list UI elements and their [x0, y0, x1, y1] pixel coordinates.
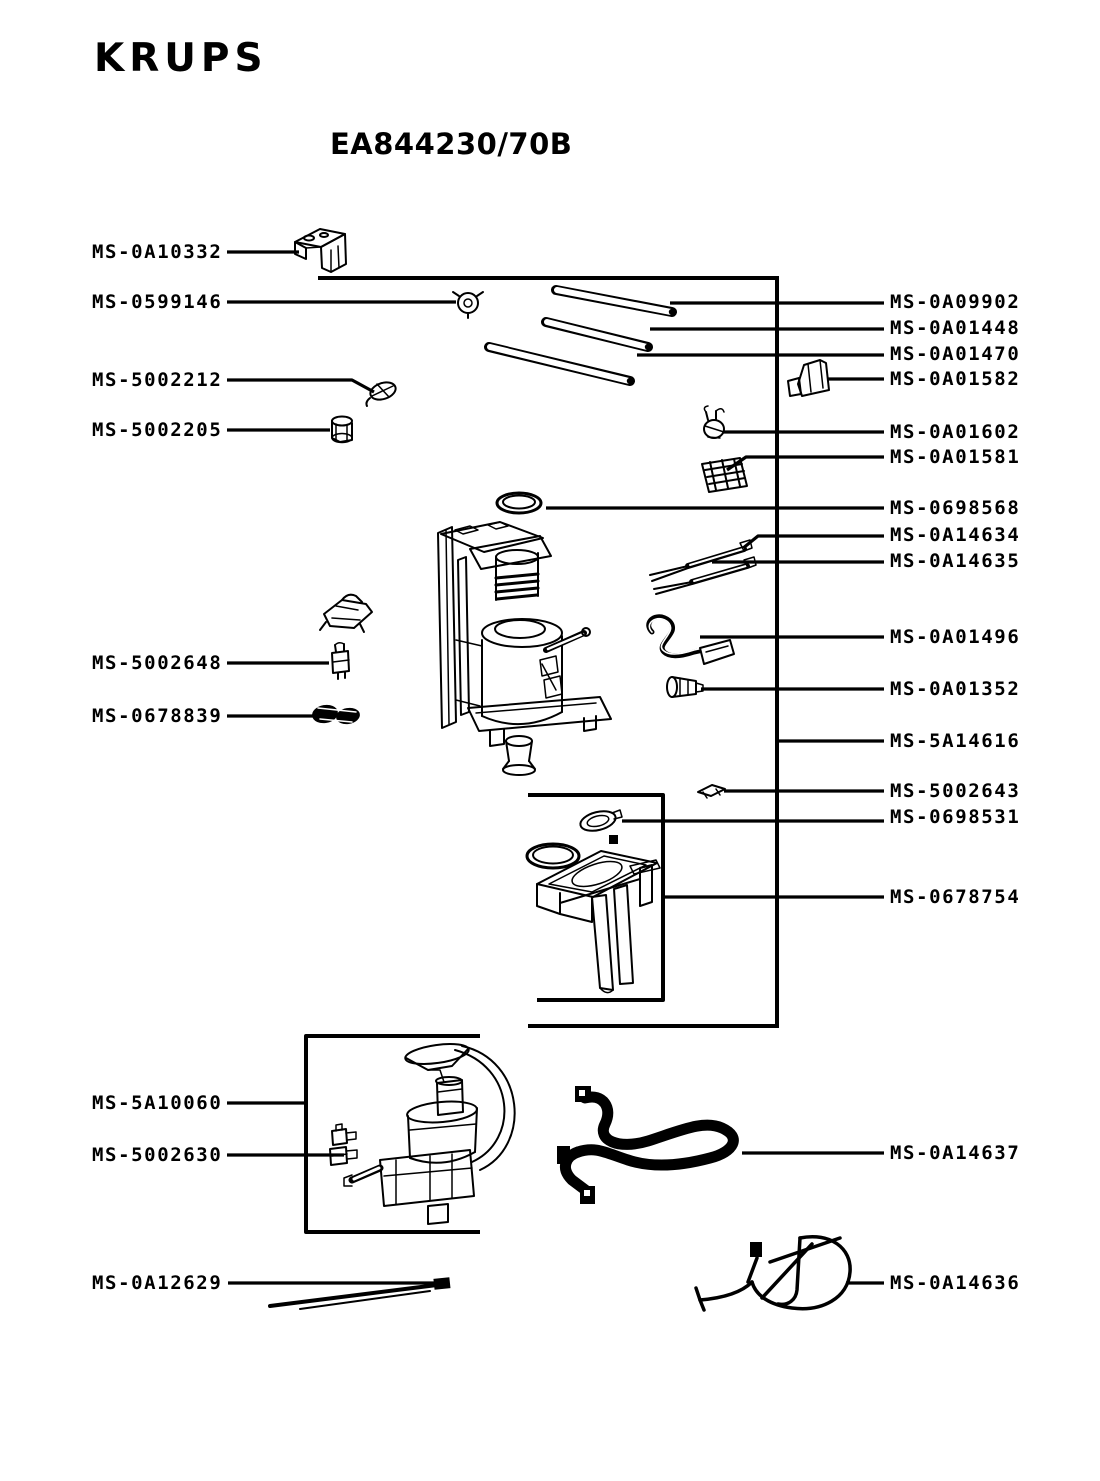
part-label-ms-5a10060: MS-5A10060 — [92, 1092, 223, 1114]
part-label-ms-0a14634: MS-0A14634 — [890, 524, 1021, 546]
connector-pair-drawing — [330, 1124, 357, 1165]
sensor-cable-drawing — [696, 1237, 850, 1310]
wire-clip-drawing — [366, 379, 397, 406]
part-label-ms-0a12629: MS-0A12629 — [92, 1272, 223, 1294]
part-label-ms-0698568: MS-0698568 — [890, 497, 1021, 519]
valve-block-drawing — [320, 595, 372, 632]
part-label-ms-0a01496: MS-0A01496 — [890, 626, 1021, 648]
part-label-ms-5a14616: MS-5A14616 — [890, 730, 1021, 752]
oring-large-drawing — [527, 844, 579, 868]
coupling-drawing — [312, 704, 360, 725]
mount-bracket-drawing — [295, 229, 346, 272]
part-label-ms-0a10332: MS-0A10332 — [92, 241, 223, 263]
flat-clip-drawing — [698, 785, 725, 798]
small-clip-drawing — [704, 406, 724, 438]
s-bracket-drawing — [649, 617, 734, 664]
part-label-ms-0a14635: MS-0A14635 — [890, 550, 1021, 572]
part-label-ms-0698531: MS-0698531 — [890, 806, 1021, 828]
drip-stand-drawing — [537, 851, 660, 993]
tubes-drawing — [489, 290, 675, 384]
part-label-ms-0599146: MS-0599146 — [92, 291, 223, 313]
sensor-cable-connector — [750, 1242, 762, 1257]
part-label-ms-0a01352: MS-0A01352 — [890, 678, 1021, 700]
part-label-ms-0a01582: MS-0A01582 — [890, 368, 1021, 390]
part-label-ms-0a01602: MS-0A01602 — [890, 421, 1021, 443]
part-label-ms-5002212: MS-5002212 — [92, 369, 223, 391]
part-label-ms-0a01448: MS-0A01448 — [890, 317, 1021, 339]
brew-unit-assembly-drawing — [438, 522, 611, 775]
switch-drawing — [788, 360, 829, 396]
part-label-ms-0678754: MS-0678754 — [890, 886, 1021, 908]
part-label-ms-5002205: MS-5002205 — [92, 419, 223, 441]
part-label-ms-5002643: MS-5002643 — [890, 780, 1021, 802]
leader-lines — [227, 252, 884, 1283]
round-clip-drawing — [453, 292, 483, 318]
cover-drawing — [578, 808, 622, 844]
part-label-ms-0a09902: MS-0A09902 — [890, 291, 1021, 313]
part-label-ms-0a01470: MS-0A01470 — [890, 343, 1021, 365]
part-label-ms-0a01581: MS-0A01581 — [890, 446, 1021, 468]
oring-seal-drawing — [497, 493, 541, 513]
part-label-ms-0a14636: MS-0A14636 — [890, 1272, 1021, 1294]
main-harness-drawing — [565, 1097, 733, 1192]
temperature-probes-drawing — [650, 540, 756, 594]
part-label-ms-5002648: MS-5002648 — [92, 652, 223, 674]
connector-block-drawing — [702, 458, 747, 492]
part-label-ms-0678839: MS-0678839 — [92, 705, 223, 727]
part-label-ms-5002630: MS-5002630 — [92, 1144, 223, 1166]
part-label-ms-0a14637: MS-0A14637 — [890, 1142, 1021, 1164]
connector-drawing-5002648 — [332, 643, 349, 679]
grommet-drawing — [332, 417, 352, 443]
diagram-title: EA844230/70B — [330, 127, 573, 161]
brand-logo: KRUPS — [94, 36, 268, 81]
pump-assembly-drawing — [344, 1041, 515, 1224]
valve-connector-drawing — [667, 677, 703, 697]
